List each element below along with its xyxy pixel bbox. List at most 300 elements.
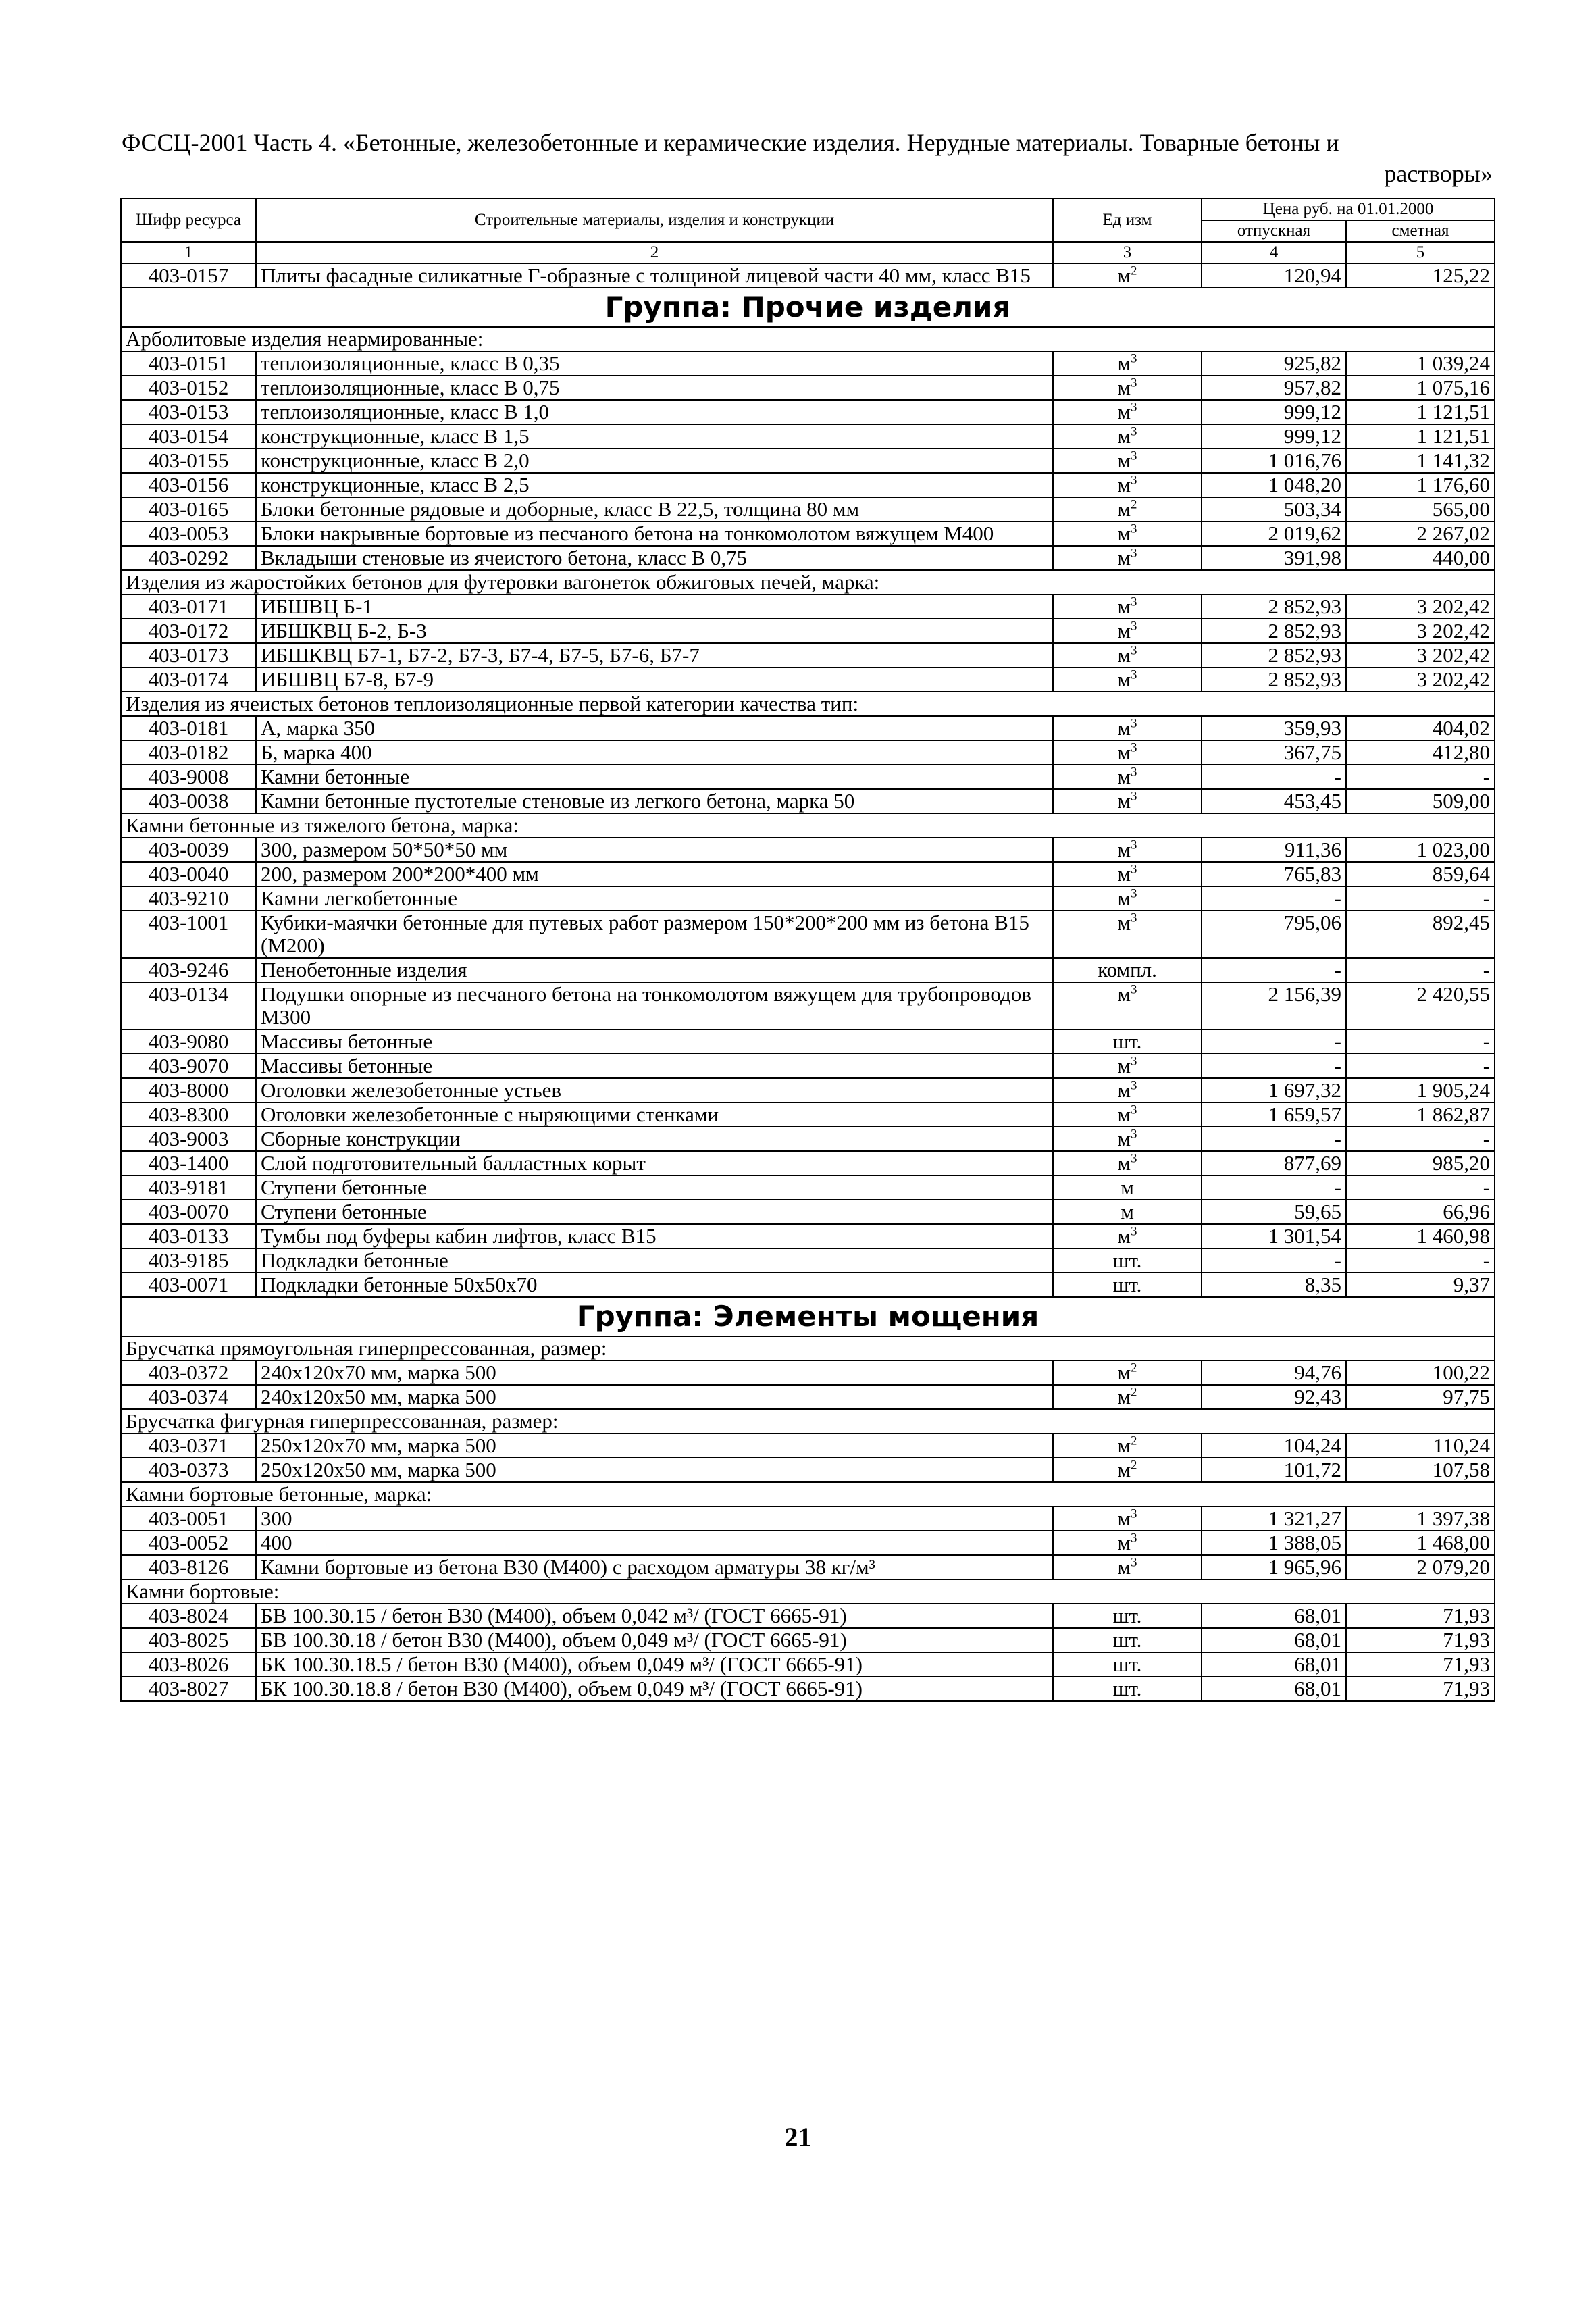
resource-code: 403-0372	[121, 1361, 256, 1385]
table-row	[121, 263, 1495, 288]
unit-cell	[1053, 1054, 1202, 1078]
estimate-price: 1 397,38	[1346, 1506, 1495, 1531]
resource-code: 403-8000	[121, 1078, 256, 1102]
unit-cell	[1053, 740, 1202, 765]
subheading-text: Арболитовые изделия неармированные:	[121, 327, 1495, 351]
subheading-row	[121, 1579, 1495, 1604]
unit-text: м	[1117, 1458, 1131, 1481]
group-heading-row	[121, 1297, 1495, 1336]
table-row	[121, 473, 1495, 497]
resource-code: 403-9008	[121, 765, 256, 789]
subheading-text: Изделия из ячеистых бетонов теплоизоляционные первой категории качества тип:	[121, 692, 1495, 716]
unit-exponent: 3	[1131, 1102, 1137, 1117]
unit-exponent: 3	[1131, 789, 1137, 804]
resource-code: 403-0038	[121, 789, 256, 813]
resource-code: 403-9210	[121, 886, 256, 911]
unit-text: м	[1117, 862, 1131, 886]
resource-code: 403-0157	[121, 263, 256, 288]
unit-exponent: 3	[1131, 1054, 1137, 1069]
group-title: Группа: Элементы мощения	[121, 1297, 1495, 1336]
release-price: 59,65	[1202, 1200, 1346, 1224]
header-title-line1: ФССЦ-2001 Часть 4. «Бетонные, железобетонные и керамические изделия. Нерудные материалы. Товарные бетоны и	[122, 129, 1339, 156]
table-row	[121, 740, 1495, 765]
estimate-price: 71,93	[1346, 1652, 1495, 1677]
release-price: 92,43	[1202, 1385, 1346, 1409]
unit-exponent: 3	[1131, 1506, 1137, 1521]
table-row	[121, 1628, 1495, 1652]
unit-exponent: 3	[1131, 376, 1137, 390]
page-number: 21	[784, 2122, 812, 2152]
item-name: Камни бортовые из бетона В30 (М400) с расходом арматуры 38 кг/м³	[256, 1555, 1053, 1579]
release-price: 453,45	[1202, 789, 1346, 813]
unit-exponent: 3	[1131, 1555, 1137, 1570]
estimate-price: -	[1346, 765, 1495, 789]
table-row	[121, 643, 1495, 667]
resource-code: 403-0071	[121, 1273, 256, 1297]
estimate-price: 71,93	[1346, 1628, 1495, 1652]
unit-exponent: 3	[1131, 1151, 1137, 1166]
table-row	[121, 1506, 1495, 1531]
resource-code: 403-0182	[121, 740, 256, 765]
unit-text: м	[1117, 886, 1131, 910]
estimate-price: 1 468,00	[1346, 1531, 1495, 1555]
unit-exponent: 3	[1131, 838, 1137, 853]
item-name: конструкционные, класс В 1,5	[256, 424, 1053, 449]
unit-text: м	[1117, 1127, 1131, 1150]
item-name: конструкционные, класс В 2,5	[256, 473, 1053, 497]
unit-text: м	[1117, 400, 1131, 424]
release-price: 104,24	[1202, 1433, 1346, 1458]
unit-exponent: 3	[1131, 449, 1137, 463]
unit-exponent: 3	[1131, 1078, 1137, 1093]
unit-cell	[1053, 1604, 1202, 1628]
item-name: 400	[256, 1531, 1053, 1555]
table-body	[121, 263, 1495, 1701]
table-row	[121, 1555, 1495, 1579]
item-name: Блоки накрывные бортовые из песчаного бетона на тонкомолотом вяжущем М400	[256, 522, 1053, 546]
table-row	[121, 546, 1495, 570]
estimate-price: -	[1346, 1054, 1495, 1078]
col-number-4: 4	[1202, 242, 1346, 263]
resource-code: 403-0154	[121, 424, 256, 449]
estimate-price: 2 079,20	[1346, 1555, 1495, 1579]
resource-code: 403-8024	[121, 1604, 256, 1628]
unit-cell	[1053, 789, 1202, 813]
resource-code: 403-0151	[121, 351, 256, 376]
unit-text: м	[1117, 911, 1131, 934]
estimate-price: 100,22	[1346, 1361, 1495, 1385]
release-price: 795,06	[1202, 911, 1346, 958]
estimate-price: 2 267,02	[1346, 522, 1495, 546]
unit-text: м	[1117, 376, 1131, 399]
subheading-row	[121, 327, 1495, 351]
unit-text: м	[1117, 982, 1131, 1006]
subheading-row	[121, 1336, 1495, 1361]
unit-cell	[1053, 716, 1202, 740]
estimate-price: 71,93	[1346, 1604, 1495, 1628]
unit-cell	[1053, 1555, 1202, 1579]
release-price: 1 697,32	[1202, 1078, 1346, 1102]
release-price: 999,12	[1202, 400, 1346, 424]
release-price: 94,76	[1202, 1361, 1346, 1385]
table-row	[121, 1273, 1495, 1297]
resource-code: 403-8126	[121, 1555, 256, 1579]
resource-code: 403-0174	[121, 667, 256, 692]
page-header	[122, 127, 1493, 189]
table-row	[121, 1677, 1495, 1701]
unit-exponent: 3	[1131, 1127, 1137, 1142]
unit-exponent: 3	[1131, 400, 1137, 415]
release-price: 68,01	[1202, 1628, 1346, 1652]
item-name: БВ 100.30.15 / бетон В30 (М400), объем 0,042 м³/ (ГОСТ 6665-91)	[256, 1604, 1053, 1628]
item-name: Подкладки бетонные	[256, 1248, 1053, 1273]
unit-cell	[1053, 1175, 1202, 1200]
unit-exponent: 3	[1131, 716, 1137, 731]
table-row	[121, 1433, 1495, 1458]
table-row	[121, 497, 1495, 522]
unit-text: м	[1117, 546, 1131, 569]
unit-cell	[1053, 1030, 1202, 1054]
unit-exponent: 3	[1131, 740, 1137, 755]
unit-text: м	[1117, 1151, 1131, 1175]
table-row	[121, 982, 1495, 1030]
item-name: А, марка 350	[256, 716, 1053, 740]
subheading-text: Брусчатка прямоугольная гиперпрессованная, размер:	[121, 1336, 1495, 1361]
release-price: 925,82	[1202, 351, 1346, 376]
resource-code: 403-0292	[121, 546, 256, 570]
unit-text: м	[1117, 594, 1131, 618]
unit-exponent: 3	[1131, 424, 1137, 439]
item-name: Ступени бетонные	[256, 1200, 1053, 1224]
release-price: -	[1202, 886, 1346, 911]
unit-cell	[1053, 862, 1202, 886]
release-price: 765,83	[1202, 862, 1346, 886]
col-header-unit: Ед изм	[1053, 199, 1202, 242]
unit-cell	[1053, 838, 1202, 862]
unit-text: м	[1117, 351, 1131, 375]
unit-text: м	[1117, 424, 1131, 448]
estimate-price: -	[1346, 1175, 1495, 1200]
unit-exponent: 3	[1131, 886, 1137, 901]
resource-code: 403-9181	[121, 1175, 256, 1200]
item-name: 200, размером 200*200*400 мм	[256, 862, 1053, 886]
item-name: 250х120х50 мм, марка 500	[256, 1458, 1053, 1482]
unit-text: м	[1117, 1555, 1131, 1579]
estimate-price: 1 862,87	[1346, 1102, 1495, 1127]
table-row	[121, 886, 1495, 911]
estimate-price: 1 905,24	[1346, 1078, 1495, 1102]
unit-text: шт.	[1112, 1677, 1142, 1700]
item-name: БВ 100.30.18 / бетон В30 (М400), объем 0,049 м³/ (ГОСТ 6665-91)	[256, 1628, 1053, 1652]
resource-code: 403-0155	[121, 449, 256, 473]
unit-cell	[1053, 982, 1202, 1030]
unit-exponent: 2	[1131, 1458, 1137, 1473]
release-price: 8,35	[1202, 1273, 1346, 1297]
item-name: конструкционные, класс В 2,0	[256, 449, 1053, 473]
estimate-price: 509,00	[1346, 789, 1495, 813]
unit-cell	[1053, 546, 1202, 570]
estimate-price: 97,75	[1346, 1385, 1495, 1409]
estimate-price: 1 039,24	[1346, 351, 1495, 376]
unit-text: шт.	[1112, 1030, 1142, 1053]
unit-text: м	[1117, 619, 1131, 642]
table-row	[121, 716, 1495, 740]
unit-cell	[1053, 449, 1202, 473]
resource-code: 403-9003	[121, 1127, 256, 1151]
resource-code: 403-0374	[121, 1385, 256, 1409]
item-name: Камни легкобетонные	[256, 886, 1053, 911]
release-price: 391,98	[1202, 546, 1346, 570]
release-price: -	[1202, 958, 1346, 982]
release-price: 1 048,20	[1202, 473, 1346, 497]
item-name: Оголовки железобетонные устьев	[256, 1078, 1053, 1102]
unit-cell	[1053, 497, 1202, 522]
release-price: 2 852,93	[1202, 594, 1346, 619]
unit-text: м	[1117, 740, 1131, 764]
subheading-row	[121, 692, 1495, 716]
unit-exponent: 3	[1131, 546, 1137, 561]
subheading-text: Камни бетонные из тяжелого бетона, марка:	[121, 813, 1495, 838]
unit-cell	[1053, 1433, 1202, 1458]
item-name: теплоизоляционные, класс В 0,75	[256, 376, 1053, 400]
subheading-text: Камни бортовые:	[121, 1579, 1495, 1604]
unit-exponent: 3	[1131, 619, 1137, 634]
unit-cell	[1053, 1361, 1202, 1385]
item-name: Оголовки железобетонные с ныряющими стенками	[256, 1102, 1053, 1127]
unit-text: м	[1117, 1531, 1131, 1554]
subheading-text: Брусчатка фигурная гиперпрессованная, размер:	[121, 1409, 1495, 1433]
release-price: 101,72	[1202, 1458, 1346, 1482]
unit-text: шт.	[1112, 1652, 1142, 1676]
table-row	[121, 862, 1495, 886]
release-price: 1 388,05	[1202, 1531, 1346, 1555]
release-price: 2 019,62	[1202, 522, 1346, 546]
unit-cell	[1053, 911, 1202, 958]
resource-code: 403-8025	[121, 1628, 256, 1652]
unit-cell	[1053, 594, 1202, 619]
unit-cell	[1053, 1102, 1202, 1127]
resource-code: 403-8026	[121, 1652, 256, 1677]
unit-cell	[1053, 765, 1202, 789]
table-row	[121, 958, 1495, 982]
item-name: ИБШКВЦ Б-2, Б-3	[256, 619, 1053, 643]
unit-text: м	[1117, 765, 1131, 788]
release-price: 1 301,54	[1202, 1224, 1346, 1248]
resource-code: 403-0156	[121, 473, 256, 497]
unit-cell	[1053, 1458, 1202, 1482]
col-number-1: 1	[121, 242, 256, 263]
table-row	[121, 1175, 1495, 1200]
table-row	[121, 1531, 1495, 1555]
release-price: -	[1202, 1054, 1346, 1078]
table-row	[121, 1248, 1495, 1273]
subheading-row	[121, 570, 1495, 594]
table-row	[121, 667, 1495, 692]
unit-exponent: 3	[1131, 667, 1137, 682]
item-name: 240х120х50 мм, марка 500	[256, 1385, 1053, 1409]
unit-exponent: 2	[1131, 1385, 1137, 1400]
estimate-price: -	[1346, 1030, 1495, 1054]
release-price: 1 016,76	[1202, 449, 1346, 473]
resource-code: 403-0070	[121, 1200, 256, 1224]
item-name: БК 100.30.18.8 / бетон В30 (М400), объем 0,049 м³/ (ГОСТ 6665-91)	[256, 1677, 1053, 1701]
unit-text: м	[1117, 1506, 1131, 1530]
header-title-line2: растворы»	[1384, 160, 1493, 187]
col-header-price: Цена руб. на 01.01.2000	[1202, 199, 1495, 220]
table-row	[121, 789, 1495, 813]
release-price: 68,01	[1202, 1604, 1346, 1628]
estimate-price: 3 202,42	[1346, 667, 1495, 692]
release-price: 68,01	[1202, 1677, 1346, 1701]
unit-text: м	[1117, 1361, 1131, 1384]
unit-cell	[1053, 351, 1202, 376]
table-row	[121, 1054, 1495, 1078]
estimate-price: 440,00	[1346, 546, 1495, 570]
unit-exponent: 3	[1131, 594, 1137, 609]
item-name: 300	[256, 1506, 1053, 1531]
table-row	[121, 765, 1495, 789]
item-name: Слой подготовительный балластных корыт	[256, 1151, 1053, 1175]
price-table	[120, 198, 1495, 1702]
unit-cell	[1053, 1677, 1202, 1701]
unit-cell	[1053, 522, 1202, 546]
resource-code: 403-0181	[121, 716, 256, 740]
estimate-price: 412,80	[1346, 740, 1495, 765]
unit-cell	[1053, 1248, 1202, 1273]
resource-code: 403-9080	[121, 1030, 256, 1054]
resource-code: 403-0165	[121, 497, 256, 522]
table-row	[121, 1361, 1495, 1385]
unit-text: шт.	[1112, 1604, 1142, 1627]
estimate-price: 565,00	[1346, 497, 1495, 522]
release-price: -	[1202, 1030, 1346, 1054]
resource-code: 403-0052	[121, 1531, 256, 1555]
resource-code: 403-0051	[121, 1506, 256, 1531]
unit-exponent: 3	[1131, 862, 1137, 877]
unit-text: м	[1117, 716, 1131, 740]
item-name: Плиты фасадные силикатные Г-образные с толщиной лицевой части 40 мм, класс В15	[256, 263, 1053, 288]
item-name: Блоки бетонные рядовые и доборные, класс В 22,5, толщина 80 мм	[256, 497, 1053, 522]
item-name: Кубики-маячки бетонные для путевых работ размером 150*200*200 мм из бетона В15 (М200)	[256, 911, 1053, 958]
table-row	[121, 1102, 1495, 1127]
unit-text: м	[1117, 789, 1131, 813]
release-price: -	[1202, 1175, 1346, 1200]
release-price: 503,34	[1202, 497, 1346, 522]
unit-text: м	[1117, 1078, 1131, 1102]
release-price: -	[1202, 1127, 1346, 1151]
subheading-text: Камни бортовые бетонные, марка:	[121, 1482, 1495, 1506]
estimate-price: 859,64	[1346, 862, 1495, 886]
item-name: 250х120х70 мм, марка 500	[256, 1433, 1053, 1458]
unit-cell	[1053, 1151, 1202, 1175]
release-price: 120,94	[1202, 263, 1346, 288]
unit-text: м	[1121, 1200, 1134, 1223]
table-row	[121, 351, 1495, 376]
release-price: 1 659,57	[1202, 1102, 1346, 1127]
estimate-price: 3 202,42	[1346, 619, 1495, 643]
resource-code: 403-0371	[121, 1433, 256, 1458]
resource-code: 403-9070	[121, 1054, 256, 1078]
table-row	[121, 1030, 1495, 1054]
item-name: Тумбы под буферы кабин лифтов, класс В15	[256, 1224, 1053, 1248]
unit-text: м	[1117, 838, 1131, 861]
col-number-5: 5	[1346, 242, 1495, 263]
unit-cell	[1053, 473, 1202, 497]
item-name: БК 100.30.18.5 / бетон В30 (М400), объем 0,049 м³/ (ГОСТ 6665-91)	[256, 1652, 1053, 1677]
unit-exponent: 3	[1131, 1224, 1137, 1239]
item-name: Камни бетонные пустотелые стеновые из легкого бетона, марка 50	[256, 789, 1053, 813]
unit-text: м	[1117, 473, 1131, 497]
resource-code: 403-1400	[121, 1151, 256, 1175]
estimate-price: 985,20	[1346, 1151, 1495, 1175]
item-name: Ступени бетонные	[256, 1175, 1053, 1200]
unit-text: шт.	[1112, 1248, 1142, 1272]
col-header-estimate: сметная	[1346, 220, 1495, 242]
item-name: теплоизоляционные, класс В 0,35	[256, 351, 1053, 376]
release-price: 2 852,93	[1202, 643, 1346, 667]
table-row	[121, 1127, 1495, 1151]
estimate-price: 9,37	[1346, 1273, 1495, 1297]
item-name: ИБШВЦ Б7-8, Б7-9	[256, 667, 1053, 692]
release-price: 68,01	[1202, 1652, 1346, 1677]
unit-cell	[1053, 667, 1202, 692]
unit-text: компл.	[1098, 958, 1157, 982]
unit-text: м	[1117, 667, 1131, 691]
col-header-name: Строительные материалы, изделия и конструкции	[256, 199, 1053, 242]
unit-text: м	[1117, 1102, 1131, 1126]
estimate-price: 110,24	[1346, 1433, 1495, 1458]
table-row	[121, 522, 1495, 546]
release-price: 1 965,96	[1202, 1555, 1346, 1579]
estimate-price: -	[1346, 958, 1495, 982]
release-price: 2 852,93	[1202, 619, 1346, 643]
release-price: 957,82	[1202, 376, 1346, 400]
table-row	[121, 594, 1495, 619]
release-price: 1 321,27	[1202, 1506, 1346, 1531]
unit-exponent: 3	[1131, 351, 1137, 366]
unit-cell	[1053, 1531, 1202, 1555]
item-name: Пенобетонные изделия	[256, 958, 1053, 982]
estimate-price: 66,96	[1346, 1200, 1495, 1224]
col-header-code: Шифр ресурса	[121, 199, 256, 242]
subheading-row	[121, 1409, 1495, 1433]
table-row	[121, 424, 1495, 449]
estimate-price: 1 075,16	[1346, 376, 1495, 400]
table-row	[121, 1652, 1495, 1677]
estimate-price: 2 420,55	[1346, 982, 1495, 1030]
unit-text: шт.	[1112, 1628, 1142, 1652]
unit-exponent: 2	[1131, 497, 1137, 512]
unit-text: м	[1117, 1054, 1131, 1077]
unit-exponent: 2	[1131, 1433, 1137, 1448]
resource-code: 403-0040	[121, 862, 256, 886]
estimate-price: 1 023,00	[1346, 838, 1495, 862]
unit-text: м	[1117, 1385, 1131, 1408]
table-row	[121, 619, 1495, 643]
table-row	[121, 838, 1495, 862]
release-price: 2 156,39	[1202, 982, 1346, 1030]
item-name: 240х120х70 мм, марка 500	[256, 1361, 1053, 1385]
estimate-price: 1 176,60	[1346, 473, 1495, 497]
resource-code: 403-0153	[121, 400, 256, 424]
unit-cell	[1053, 376, 1202, 400]
item-name: теплоизоляционные, класс В 1,0	[256, 400, 1053, 424]
table-row	[121, 376, 1495, 400]
unit-text: м	[1117, 1224, 1131, 1248]
estimate-price: 107,58	[1346, 1458, 1495, 1482]
unit-cell	[1053, 1385, 1202, 1409]
estimate-price: -	[1346, 886, 1495, 911]
